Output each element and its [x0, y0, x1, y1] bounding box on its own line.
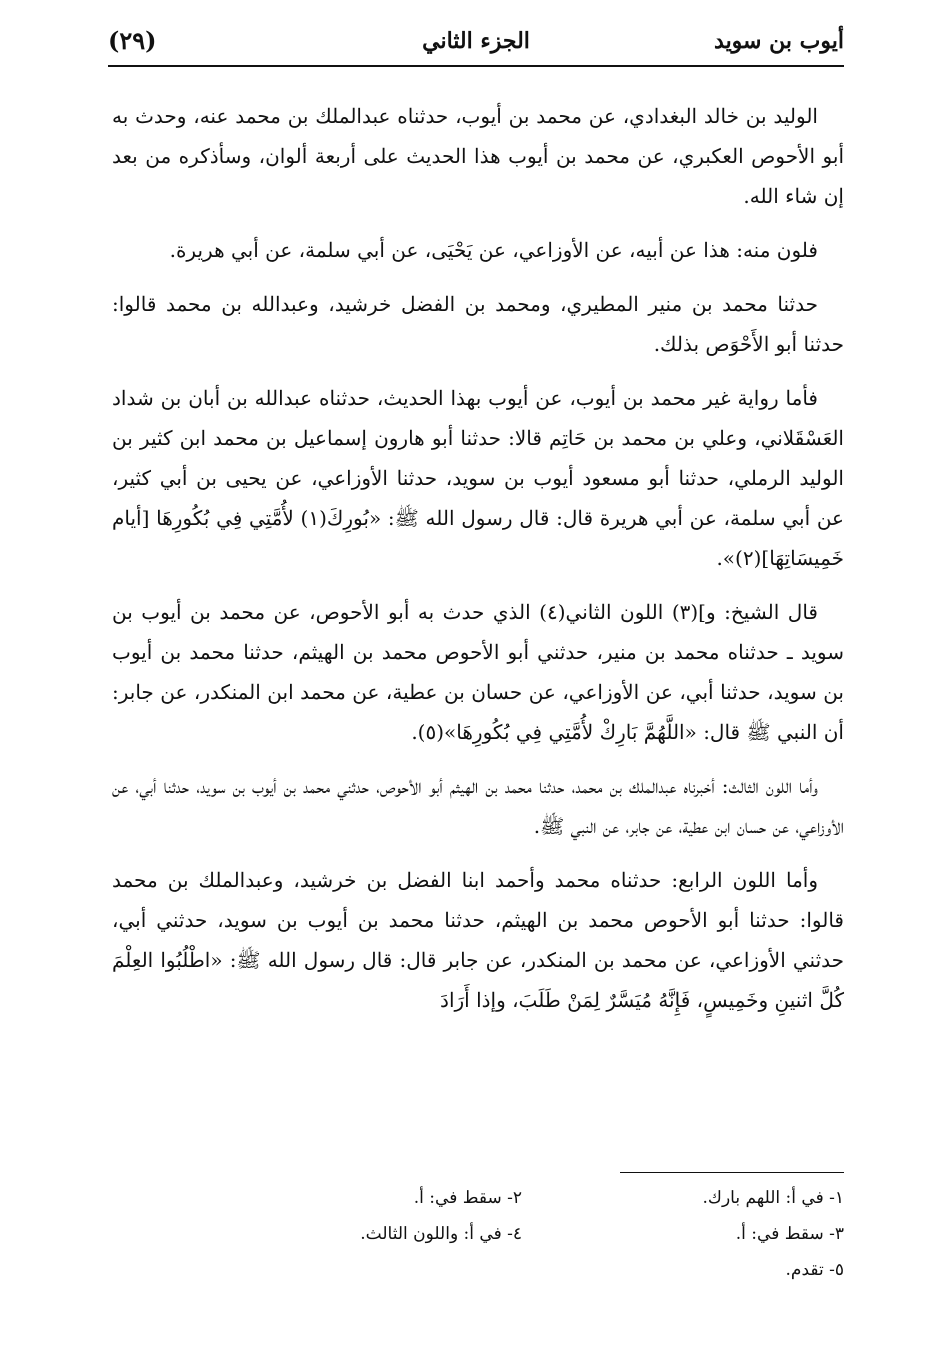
page-number: (٢٩) — [108, 26, 157, 55]
paragraph-2: فلون منه: هذا عن أبيه، عن الأوزاعي، عن يَحْيَى، عن أبي سلمة، عن أبي هريرة. — [169, 238, 818, 262]
paragraph-3: حدثنا محمد بن منير المطيري، ومحمد بن الفضل خرشيد، وعبدالله بن محمد قالوا: حدثنا أبو الأَحْوَص بذلك. — [112, 292, 844, 356]
footnote-row — [200, 1252, 844, 1288]
paragraph-4: فأما رواية غير محمد بن أيوب، عن أيوب بهذا الحديث، حدثناه عبدالله بن أبان بن شداد العَسْقَلاني، وعلي بن محمد بن حَاتِم قالا: حدثنا أبو هارون إسماعيل بن محمد ابن كثير بن الوليد الرملي، حدثنا أبو مسعود أيوب بن سويد، حدثنا الأوزاعي، عن يحيى بن أبي كثير، عن أبي سلمة، عن أبي هريرة قال: قال رسول الله ﷺ: «بُورِكَ(١) لأُمَّتِي فِي بُكُورِهَا [أيام خَمِيسَاتِهَا](٢)». — [112, 386, 844, 570]
paragraph-5: قال الشيخ: و](٣) اللون الثاني(٤) الذي حدث به أبو الأحوص، عن محمد بن أيوب بن سويد ـ حدثناه محمد بن منير، حدثني أبو الأحوص محمد بن الهيثم، حدثنا محمد بن أيوب بن سويد، حدثنا أبي، عن الأوزاعي، عن حسان بن عطية، عن محمد ابن المنكدر، عن جابر: أن النبي ﷺ قال: «اللَّهُمَّ بَارِكْ لأُمَّتِي فِي بُكُورِهَا»(٥). — [112, 600, 845, 744]
footnote-5: ٥- تقدم. — [785, 1260, 844, 1280]
footnote-4: ٤- في أ: واللون الثالث. — [360, 1224, 522, 1244]
footnote-row — [200, 1216, 844, 1252]
paragraph-1: الوليد بن خالد البغدادي، عن محمد بن أيوب، حدثناه عبدالملك بن محمد عنه، وحدث به أبو الأحوص العكبري، عن محمد بن أيوب هذا الحديث على أربعة ألوان، وسأذكره من بعد إن شاء الله. — [112, 104, 844, 208]
footnote-3: ٣- سقط في: أ. — [735, 1224, 844, 1244]
header-divider — [108, 65, 844, 67]
footnote-1: ١- في أ: اللهم بارك. — [702, 1188, 844, 1208]
header-volume-title: الجزء الثاني — [422, 28, 530, 54]
paragraph-7: وأما اللون الرابع: حدثناه محمد وأحمد ابنا الفضل بن خرشيد، وعبدالملك بن محمد قالوا: حدثنا أبو الأحوص محمد بن الهيثم، حدثنا محمد بن أيوب بن سويد، حدثني أبي، حدثني الأوزاعي، عن محمد بن المنكدر، عن جابر قال: قال رسول الله ﷺ: «اطْلُبُوا العِلْمَ كُلَّ اثنينِ وخَمِيسٍ، فَإِنَّهُ مُيَسَّرٌ لِمَنْ طَلَبَ، وإذا أَرَادَ — [112, 868, 844, 1012]
running-header — [108, 22, 844, 62]
footnote-divider — [620, 1172, 844, 1173]
paragraph-6: وأما اللون الثالث: أخبرناه عبدالملك بن محمد، حدثنا محمد بن الهيثم أبو الأحوص، حدثني محمد بن أيوب بن سويد، حدثنا أبي، عن الأوزاعي، عن حسان ابن عطية، عن جابر، عن النبي ﷺ. — [112, 774, 844, 838]
footnotes — [200, 1180, 844, 1288]
header-section-title: أيوب بن سويد — [714, 28, 844, 54]
main-text — [112, 96, 844, 1034]
footnote-2: ٢- سقط في: أ. — [413, 1188, 522, 1208]
footnote-row — [200, 1180, 844, 1216]
